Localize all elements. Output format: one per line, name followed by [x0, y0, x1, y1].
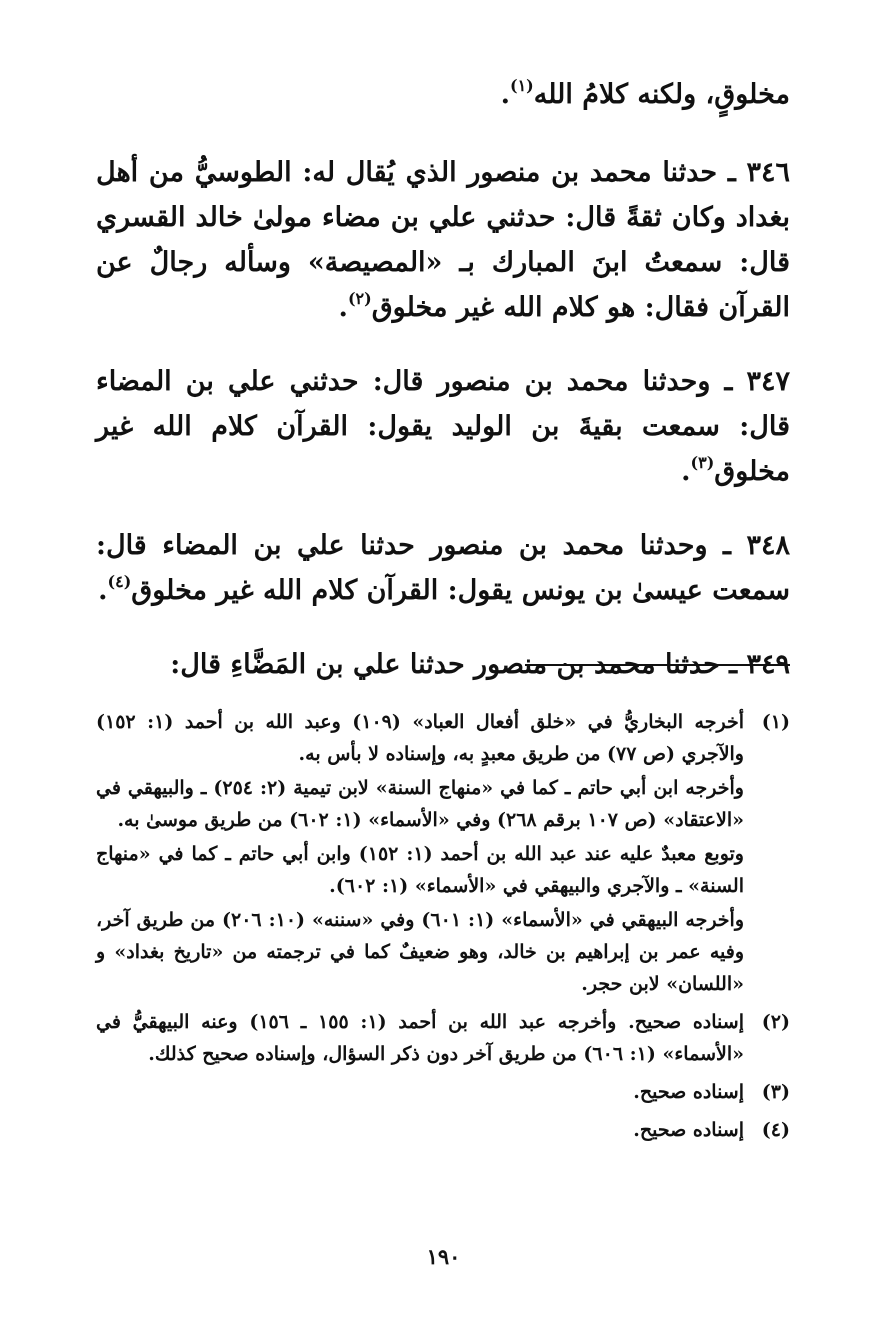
footnote-body [96, 1006, 744, 1072]
page-number: ١٩٠ [426, 1244, 461, 1269]
footnote-separator [525, 664, 790, 666]
footnote-body [96, 706, 744, 1002]
footnote-paragraph: إسناده صحيح. [633, 1081, 744, 1103]
paragraph-text: ٣٤٨ ـ وحدثنا محمد بن منصور حدثنا علي بن المضاء قال: سمعت عيسىٰ بن يونس يقول: القرآن كلام الله غير مخلوق [96, 530, 790, 606]
footnote-body [96, 1076, 744, 1110]
paragraph-end: . [338, 292, 348, 323]
footnote-3 [96, 1076, 790, 1110]
footnote-ref-3: (٣) [690, 453, 715, 472]
footnote-number: (٣) [761, 1081, 790, 1103]
footnote-number: (١) [761, 711, 790, 733]
footnote-ref-2: (٢) [347, 289, 372, 308]
footnote-paragraph: وأخرجه ابن أبي حاتم ـ كما في «منهاج السنة» لابن تيمية (٢: ٢٥٤) ـ والبيهقي في «الاعتقاد» (ص ١٠٧ برقم ٢٦٨) وفي «الأسماء» (١: ٦٠٢) من طريق موسىٰ به. [96, 777, 744, 831]
main-text [96, 72, 790, 716]
hadith-346 [96, 150, 790, 330]
footnote-paragraph: وتوبع معبدٌ عليه عند عبد الله بن أحمد (١: ١٥٢) وابن أبي حاتم ـ كما في «منهاج السنة» ـ والآجري والبيهقي في «الأسماء» (١: ٦٠٢). [96, 843, 744, 897]
footnote-paragraph: إسناده صحيح. [633, 1119, 744, 1141]
paragraph-end: . [500, 79, 510, 110]
paragraph-text: ٣٤٩ ـ حدثنا محمد بن منصور حدثنا علي بن المَضَّاءِ قال: [170, 649, 790, 680]
footnote-ref-1: (١) [509, 76, 534, 95]
footnote-2 [96, 1006, 790, 1072]
paragraph-text: ٣٤٦ ـ حدثنا محمد بن منصور الذي يُقال له: الطوسيُّ من أهل بغداد وكان ثقةً قال: حدثني علي بن مضاء مولىٰ خالد القسري قال: سمعتُ ابنَ المبارك بـ «المصيصة» وسأله رجالٌ عن القرآن فقال: هو كلام الله غير مخلوق [96, 157, 790, 323]
footnote-paragraph: أخرجه البخاريُّ في «خلق أفعال العباد» (١٠٩) وعبد الله بن أحمد (١: ١٥٢) والآجري (ص ٧٧) من طريق معبدٍ به، وإسناده لا بأس به. [96, 711, 744, 765]
paragraph-text: ٣٤٧ ـ وحدثنا محمد بن منصور قال: حدثني علي بن المضاء قال: سمعت بقيةَ بن الوليد يقول: القرآن كلام الله غير مخلوق [96, 366, 790, 487]
footnote-paragraph: وأخرجه البيهقي في «الأسماء» (١: ٦٠١) وفي «سننه» (١٠: ٢٠٦) من طريق آخر، وفيه عمر بن إبراهيم بن خالد، وهو ضعيفٌ كما في ترجمته من «تاريخ بغداد» و «اللسان» لابن حجر. [96, 909, 744, 995]
footnote-ref-4: (٤) [107, 572, 132, 591]
paragraph-end: . [681, 456, 691, 487]
footnotes [96, 706, 790, 1152]
footnote-4 [96, 1114, 790, 1148]
paragraph-continuation [96, 72, 790, 117]
footnote-1 [96, 706, 790, 1002]
paragraph-text: مخلوقٍ، ولكنه كلامُ الله [533, 79, 790, 110]
footnote-number: (٤) [761, 1119, 790, 1141]
hadith-348 [96, 523, 790, 613]
hadith-347 [96, 359, 790, 494]
footnote-paragraph: إسناده صحيح. وأخرجه عبد الله بن أحمد (١: ١٥٥ ـ ١٥٦) وعنه البيهقيُّ في «الأسماء» (١: ٦٠٦) من طريق آخر دون ذكر السؤال، وإسناده صحيح كذلك. [96, 1011, 744, 1065]
footnote-number: (٢) [761, 1011, 790, 1033]
footnote-body [96, 1114, 744, 1148]
paragraph-end: . [98, 575, 108, 606]
